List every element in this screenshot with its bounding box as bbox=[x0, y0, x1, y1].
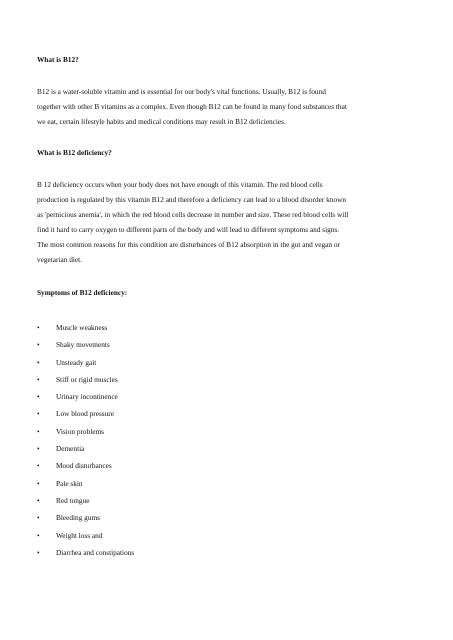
heading-what-is-b12: What is B12? bbox=[37, 55, 79, 64]
list-item bbox=[37, 405, 415, 422]
list-item-text: Unsteady gait bbox=[56, 357, 97, 367]
list-item bbox=[37, 527, 415, 544]
list-item bbox=[37, 440, 415, 457]
bullet-icon: • bbox=[37, 426, 40, 436]
list-item-text: Vision problems bbox=[56, 426, 105, 436]
list-item bbox=[37, 354, 415, 371]
list-item-text: Weight loss and bbox=[56, 530, 103, 540]
list-item-text: Muscle weakness bbox=[56, 323, 108, 332]
list-item-text: Urinary incontinence bbox=[56, 392, 118, 402]
bullet-icon: • bbox=[37, 392, 40, 402]
list-item bbox=[37, 336, 415, 353]
heading-b12-deficiency: What is B12 deficiency? bbox=[37, 148, 112, 157]
list-item-text: Low blood pressure bbox=[56, 409, 114, 419]
bullet-icon: • bbox=[37, 495, 40, 505]
bullet-icon: • bbox=[37, 461, 40, 471]
paragraph-line: B 12 deficiency occurs when your body does not have enough of this vitamin. The red blood cells bbox=[37, 180, 323, 189]
paragraph-b12-deficiency bbox=[37, 177, 415, 267]
paragraph-line: together with other B vitamins as a complex. Even though B12 can be found in many food substances that bbox=[37, 102, 347, 111]
paragraph-line: as 'pernicious anemia', in which the red blood cells decrease in number and size. These red blood cells will bbox=[37, 210, 349, 219]
bullet-icon: • bbox=[37, 357, 40, 367]
list-item bbox=[37, 492, 415, 509]
paragraph-line: vegetarian diet. bbox=[37, 255, 82, 264]
bullet-icon: • bbox=[37, 444, 40, 454]
list-item bbox=[37, 544, 415, 561]
list-item-text: Mood disturbances bbox=[56, 461, 112, 471]
list-item bbox=[37, 423, 415, 440]
bullet-icon: • bbox=[37, 409, 40, 419]
list-item bbox=[37, 457, 415, 474]
list-item-text: Dementia bbox=[56, 444, 85, 454]
list-item-text: Shaky movements bbox=[56, 340, 110, 350]
list-item bbox=[37, 388, 415, 405]
document-content bbox=[37, 52, 415, 561]
symptoms-list bbox=[37, 319, 415, 561]
list-item bbox=[37, 319, 415, 336]
heading-symptoms: Symptoms of B12 deficiency: bbox=[37, 288, 128, 297]
list-item bbox=[37, 371, 415, 388]
bullet-icon: • bbox=[37, 530, 40, 540]
list-item-text: Diarrhea and constipations bbox=[56, 547, 135, 557]
bullet-icon: • bbox=[37, 340, 40, 350]
list-item-text: Red tongue bbox=[56, 495, 90, 505]
list-item-text: Pale skin bbox=[56, 478, 83, 488]
paragraph-line: B12 is a water-soluble vitamin and is essential for our body's vital functions. Usually, B12 is found bbox=[37, 87, 326, 96]
paragraph-line: we eat, certain lifestyle habits and medical conditions may result in B12 deficiencies. bbox=[37, 117, 286, 126]
bullet-icon: • bbox=[37, 513, 40, 523]
paragraph-line: find it hard to carry oxygen to different parts of the body and will lead to different symptoms and signs. bbox=[37, 225, 340, 234]
list-item bbox=[37, 475, 415, 492]
list-item bbox=[37, 509, 415, 526]
bullet-icon: • bbox=[37, 374, 40, 384]
paragraph-what-is-b12 bbox=[37, 84, 415, 129]
paragraph-line: The most common reasons for this condition are disturbances of B12 absorption in the gut and vegan or bbox=[37, 240, 340, 249]
bullet-icon: • bbox=[37, 478, 40, 488]
list-item-text: Bleeding gums bbox=[56, 513, 100, 523]
list-item-text: Stiff or rigid muscles bbox=[56, 374, 118, 384]
paragraph-line: production is regulated by this vitamin B12 and therefore a deficiency can lead to a blood disorder known bbox=[37, 195, 347, 204]
bullet-icon: • bbox=[37, 547, 40, 557]
bullet-icon: • bbox=[37, 323, 40, 332]
